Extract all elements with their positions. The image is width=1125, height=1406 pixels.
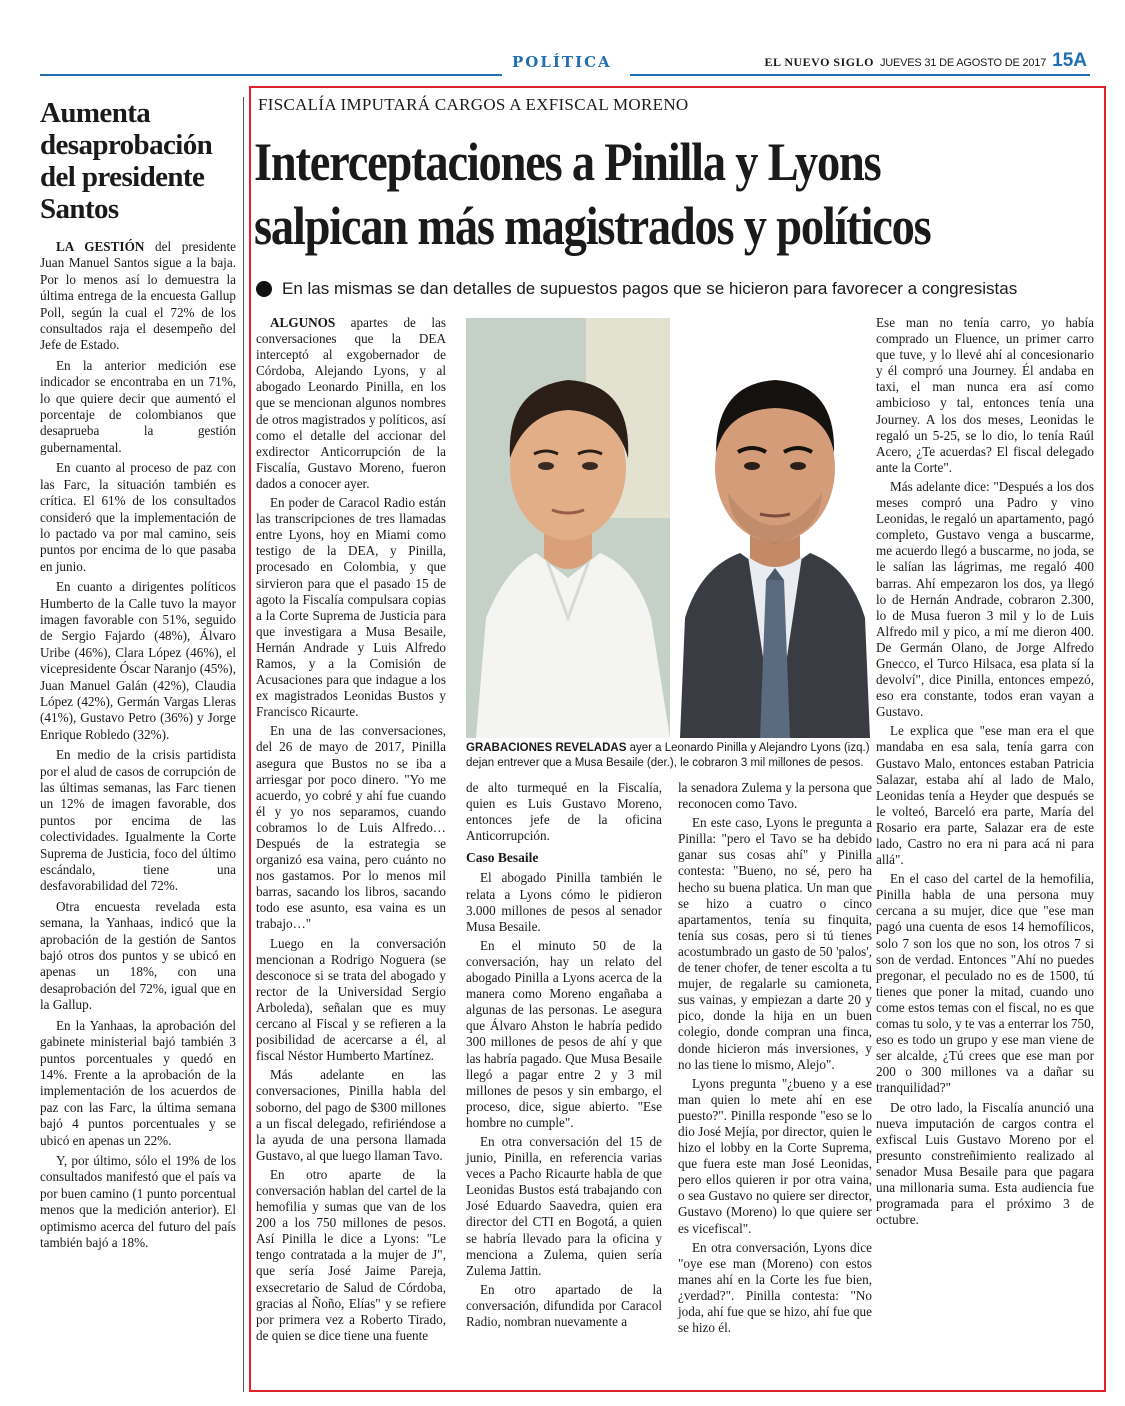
article-deck: [256, 279, 1096, 299]
photo-leonardo-pinilla: [466, 318, 670, 738]
sidebar-body: [40, 239, 236, 1251]
article-paragraph: Le explica que "ese man era el que mandaba en esa sala, tenía garra con Gustavo Malo, entonces estaban Patricia Salazar, estaba ahí al lado de Malo, Leonidas tenía a Heyder que después se le volteó, Barceló era parte, María del Rosario era parte, Salazar era de este lado, Castro no era ni para acá ni para allá".: [876, 723, 1094, 868]
sidebar-paragraph: Otra encuesta revelada esta semana, la Yanhaas, indicó que la aprobación de la gestión de Santos bajó otros dos puntos y se ubicó en apenas un 18%, con una desaprobación del 72%, igual que en la Gallup.: [40, 898, 236, 1013]
article-paragraph: En otra conversación del 15 de junio, Pinilla, en referencia varias veces a Pacho Ricaurte habla de que Leonidas Bustos está trabajando con José Eduardo Saavedra, quien era director del CTI en Bogotá, a quien se habría llevado para la oficina y menciona a Zulema, quien sería Zulema Jattin.: [466, 1133, 662, 1278]
header-rule-left: [40, 74, 502, 76]
headline-line: Interceptaciones a Pinilla y Lyons: [254, 132, 881, 192]
article-paragraph: En el caso del cartel de la hemofilia, Pinilla habla de una persona muy cercana a su mujer, dice que "ese man pagó una cuenta de esos 14 hemofílicos, solo 7 son los que no son, los otros 7 si son de verdad. Entonces "Ahí no puedes pregonar, el peculado no es de 1500, tú tienes que poner la mitad, cuando uno come estos temas con el fiscal, no es que comas tu solo, y te vas a enterrar los 750, eso es todo un grupo y ese man viene de ser alcalde, ¿Tú crees que ese man por 200 o 300 millones va a dañar su tranquilidad?": [876, 871, 1094, 1096]
issue-date: JUEVES 31 DE AGOSTO DE 2017: [879, 57, 1047, 69]
newspaper-name: EL NUEVO SIGLO: [764, 55, 874, 69]
sidebar-paragraph: En la Yanhaas, la aprobación del gabinete ministerial bajó también 3 puntos porcentuales y quedó en 14%. Frente a la aprobación de la implementación de los acuerdos de paz con las Farc, la última semana bajó 4 puntos porcentuales y se ubicó en apenas un 22%.: [40, 1017, 236, 1148]
article-paragraph-text: apartes de las conversaciones que la DEA interceptó al exgobernador de Córdoba, Alejando Lyons, y al abogado Leonardo Pinilla, en los que se mencionan algunos nombres de otros magistrados y políticos, así como el detalle del accionar del exdirector Anticorrupción de la Fiscalía, Gustavo Moreno, fueron dados a conocer ayer.: [256, 315, 446, 491]
sidebar-paragraph: Y, por último, sólo el 19% de los consultados manifestó que el país va por buen camino (1 punto porcentual menos que la medición anterior). El optimismo acerca del futuro del país también bajó a 18%.: [40, 1152, 236, 1250]
article-paragraph: En otro aparte de la conversación hablan del cartel de la hemofilia y sumas que van de los 200 a los 750 millones de pesos. Así Pinilla le dice a Lyons: "Le tengo contratada a la mujer de J", que sería José Jaime Pareja, exsecretario de Salud de Córdoba, gracias al Ñoño, Elías" y se refiere por primera vez a Roberto Tirado, de quien se dice tiene una fuente: [256, 1166, 446, 1343]
portrait-right-icon: [680, 318, 870, 738]
photo-musa-besaile: [680, 318, 870, 738]
sidebar-title-line: desaprobación: [40, 129, 213, 161]
sidebar-paragraph: En cuanto al proceso de paz con las Farc, la situación también es crítica. El 61% de los consultados consideró que la implementación de lo pactado va por mal camino, seis puntos por encima de lo que pasaba en junio.: [40, 460, 236, 574]
article-paragraph: En otra conversación, Lyons dice "oye ese man (Moreno) con estos manes ahí en la Corte les fue bien, ¿verdad?". Pinilla contesta: "No joda, ahí fue que se hizo, ahí fue que se hizo él.: [678, 1239, 872, 1336]
article-paragraph: Más adelante dice: "Después a los dos meses compró una Padro y vino Leonidas, le regaló un apartamento, pagó completo, Gustavo venga a buscarme, me acuerdo llegó a buscarme, no joda, se le salían las lágrimas, me regaló 400 barras. Ahí empezaron los dos, ya llegó lo de Hernán Andrade, cobraron 2.300, lo de Musa fueron 3 mil y lo de Luis Alfredo mil y pico, a mí me dieron 400. De Germán Olano, de Jorge Alfredo Gnecco, el Turco Hilsaca, esa plata sí la devolví", dice Pinilla, entonces empezó, eso era constante, todos eran vayan a Gustavo.: [876, 478, 1094, 720]
article-paragraph: de alto turmequé en la Fiscalía, quien es Luis Gustavo Moreno, entonces jefe de la oficina Anticorrupción.: [466, 780, 662, 844]
article-column-4: [876, 315, 1094, 1231]
page-number: 15A: [1052, 50, 1087, 71]
article-paragraph: En el minuto 50 de la conversación, hay un relato del abogado Pinilla a Lyons acerca de la manera como Moreno engañaba a algunas de las personas. Le asegura que Álvaro Ahston le habría pedido 300 millones de pesos de ahí y que las habría pagado. Que Musa Besaile llegó a pagar entre 2 y 3 mil millones de pesos y sin embargo, el proceso, dice, sigue abierto. "Ese hombre no cumple".: [466, 937, 662, 1130]
header-rule-right: [630, 74, 1090, 76]
sidebar-article: [40, 97, 236, 1255]
sidebar-paragraph: [40, 239, 236, 354]
caption-text: ayer a Leonardo Pinilla y Alejandro Lyons (izq.) dejan entrever que a Musa Besaile (der.), le cobraron 3 mil millones de pesos.: [466, 742, 870, 769]
article-column-1: [256, 315, 446, 1347]
caption-lead: GRABACIONES REVELADAS: [466, 742, 627, 754]
article-paragraph: En poder de Caracol Radio están las transcripciones de tres llamadas entre Lyons, hoy en Miami como testigo de la DEA, y Pinilla, procesado en Colombia, y que sirvieron para que el pasado 15 de agoto la Fiscalía compulsara copias a la Corte Suprema de Justicia para que investigara a Musa Besaile, Hernán Andrade y Luis Alfredo Ramos, y a la Comisión de Acusaciones para que indague a los ex magistrados Leonidas Bustos y Francisco Ricaurte.: [256, 495, 446, 720]
header-meta: [764, 50, 1087, 72]
article-column-3: [678, 780, 872, 1339]
article-paragraph: Ese man no tenía carro, yo había comprado un Fluence, un primer carro que tuve, y lo llevé ahí al concesionario y él compró una Journey. Él andaba en taxi, el man nunca era así como ambicioso y tal, entonces tenía una Journey. A los dos meses, Leonidas le regaló un 5-25, se lo dio, lo tenía Raúl Acero, ¿Te acuerdas? El fiscal delegado ante la Corte".: [876, 315, 1094, 475]
article-paragraph: Luego en la conversación mencionan a Rodrigo Noguera (se desconoce si se trata del abogado y rector de la Universidad Sergio Arboleda), señalan que es muy cercano al Fiscal y se refieren a la posibilidad de acercarse a él, al fiscal Néstor Humberto Martínez.: [256, 935, 446, 1064]
sidebar-paragraph: En la anterior medición ese indicador se encontraba en un 71%, lo que quiere decir que aumentó el porcentaje de colombianos que desaprueba la gestión gubernamental.: [40, 357, 236, 455]
article-paragraph: En otro apartado de la conversación, difundida por Caracol Radio, nombran nuevamente a: [466, 1281, 662, 1329]
article-paragraph: Lyons pregunta "¿bueno y a ese man quien lo mete ahí en ese puesto?". Pinilla responde "eso se lo dio José Mejía, por director, quien le hizo el lobby en la Corte Suprema, que fuera este man José Leonidas, pero ellos quieren ir por otra vaina, o sea Gustavo no quiere ser director, Gustavo (Moreno) lo que quiere ser es vicefiscal".: [678, 1075, 872, 1236]
article-kicker: FISCALÍA IMPUTARÁ CARGOS A EXFISCAL MORENO: [258, 95, 689, 114]
article-paragraph: la senadora Zulema y la persona que reconocen como Tavo.: [678, 780, 872, 812]
bullet-icon: [256, 281, 272, 297]
article-paragraph: De otro lado, la Fiscalía anunció una nueva imputación de cargos contra el exfiscal Luis Gustavo Moreno por el presunto constreñimiento realizado al senador Musa Besaile para que pagara una millonaria suma. Esta audiencia fue programada para el próximo 3 de octubre.: [876, 1099, 1094, 1228]
sidebar-paragraph: En cuanto a dirigentes políticos Humberto de la Calle tuvo la mayor imagen favorable con 51%, seguido de Sergio Fajardo (48%), Álvaro Uribe (46%), Clara López (46%), el vicepresidente Óscar Naranjo (45%), Juan Manuel Galán (42%), Claudia López (42%), Germán Vargas Lleras (41%), Gustavo Petro (36%) y Jorge Enrique Robledo (32%).: [40, 579, 236, 742]
column-divider: [243, 97, 244, 1392]
portrait-left-icon: [466, 318, 670, 738]
sidebar-title-line: del presidente: [40, 161, 205, 193]
headline-line: salpican más magistrados y políticos: [254, 196, 931, 256]
sidebar-paragraph-text: del presidente Juan Manuel Santos sigue a la baja. Por lo menos así lo demuestra la última entrega de la encuesta Gallup Poll, según la cual el 72% de los consultados raja el desempeño del Jefe de Estado.: [40, 239, 236, 353]
article-paragraph: En este caso, Lyons le pregunta a Pinilla: "pero el Tavo se ha debido ganar sus cosas ahí" y Pinilla contesta: "Bueno, no sé, pero ha hecho su buena platica. Un man que se hizo a cuatro o cinco apartamentos, tenía su finquita, tenía sus cosas, pero si tú tienes acostumbrado un gasto de 50 'palos', de tener chofer, de tener escolta a tu mujer, de regalarle su camioneta, sus vainas, y empiezan a darte 20 y pico, donde la hija en un buen colegio, donde compran una finca, donde hicieron más inversiones, y no las tiene lo mismo, Alejo".: [678, 815, 872, 1072]
article-paragraph: El abogado Pinilla también le relata a Lyons cómo le pidieron 3.000 millones de pesos al senador Musa Besaile.: [466, 870, 662, 934]
article-paragraph: En una de las conversaciones, del 26 de mayo de 2017, Pinilla asegura que Bustos no se iba a arriesgar por poco dinero. "Yo me acuerdo, yo cobré y ahí fue cuando él y yo nos separamos, cuando cobramos lo de Luis Alfredo… Después de la estrategia se organizó esa vaina, pero cuánto no nos gastamos. Por lo menos mil barras, sacando los libros, sacando todo ese asunto, esa vaina es un trabajo…": [256, 723, 446, 932]
subhead: Caso Besaile: [466, 850, 539, 866]
section-label: POLÍTICA: [512, 53, 612, 71]
article-column-2: [466, 780, 662, 1333]
article-paragraph: Más adelante en las conversaciones, Pinilla habla del soborno, del pago de $300 millones a un fiscal delegado, refiriéndose a la ayuda de una persona llamada Gustavo, al que luego llaman Tavo.: [256, 1067, 446, 1163]
sidebar-lead: LA GESTIÓN: [56, 239, 145, 254]
deck-text: En las mismas se dan detalles de supuestos pagos que se hicieron para favorecer a congresistas: [282, 279, 1018, 298]
photo-caption: [466, 741, 876, 770]
sidebar-title-line: Santos: [40, 193, 119, 225]
sidebar-paragraph: En medio de la crisis partidista por el alud de casos de corrupción de las últimas semanas, las Farc tienen un 12% de imagen favorable, dos puntos por encima de las colectividades. Igualmente la Corte Suprema de Justicia, foco del último escándalo, tiene una desfavorabilidad del 72%.: [40, 747, 236, 894]
article-paragraph: [256, 315, 446, 492]
article-headline: [254, 130, 985, 258]
sidebar-title: [40, 97, 236, 225]
article-lead: ALGUNOS: [270, 315, 336, 330]
sidebar-title-line: Aumenta: [40, 97, 151, 129]
